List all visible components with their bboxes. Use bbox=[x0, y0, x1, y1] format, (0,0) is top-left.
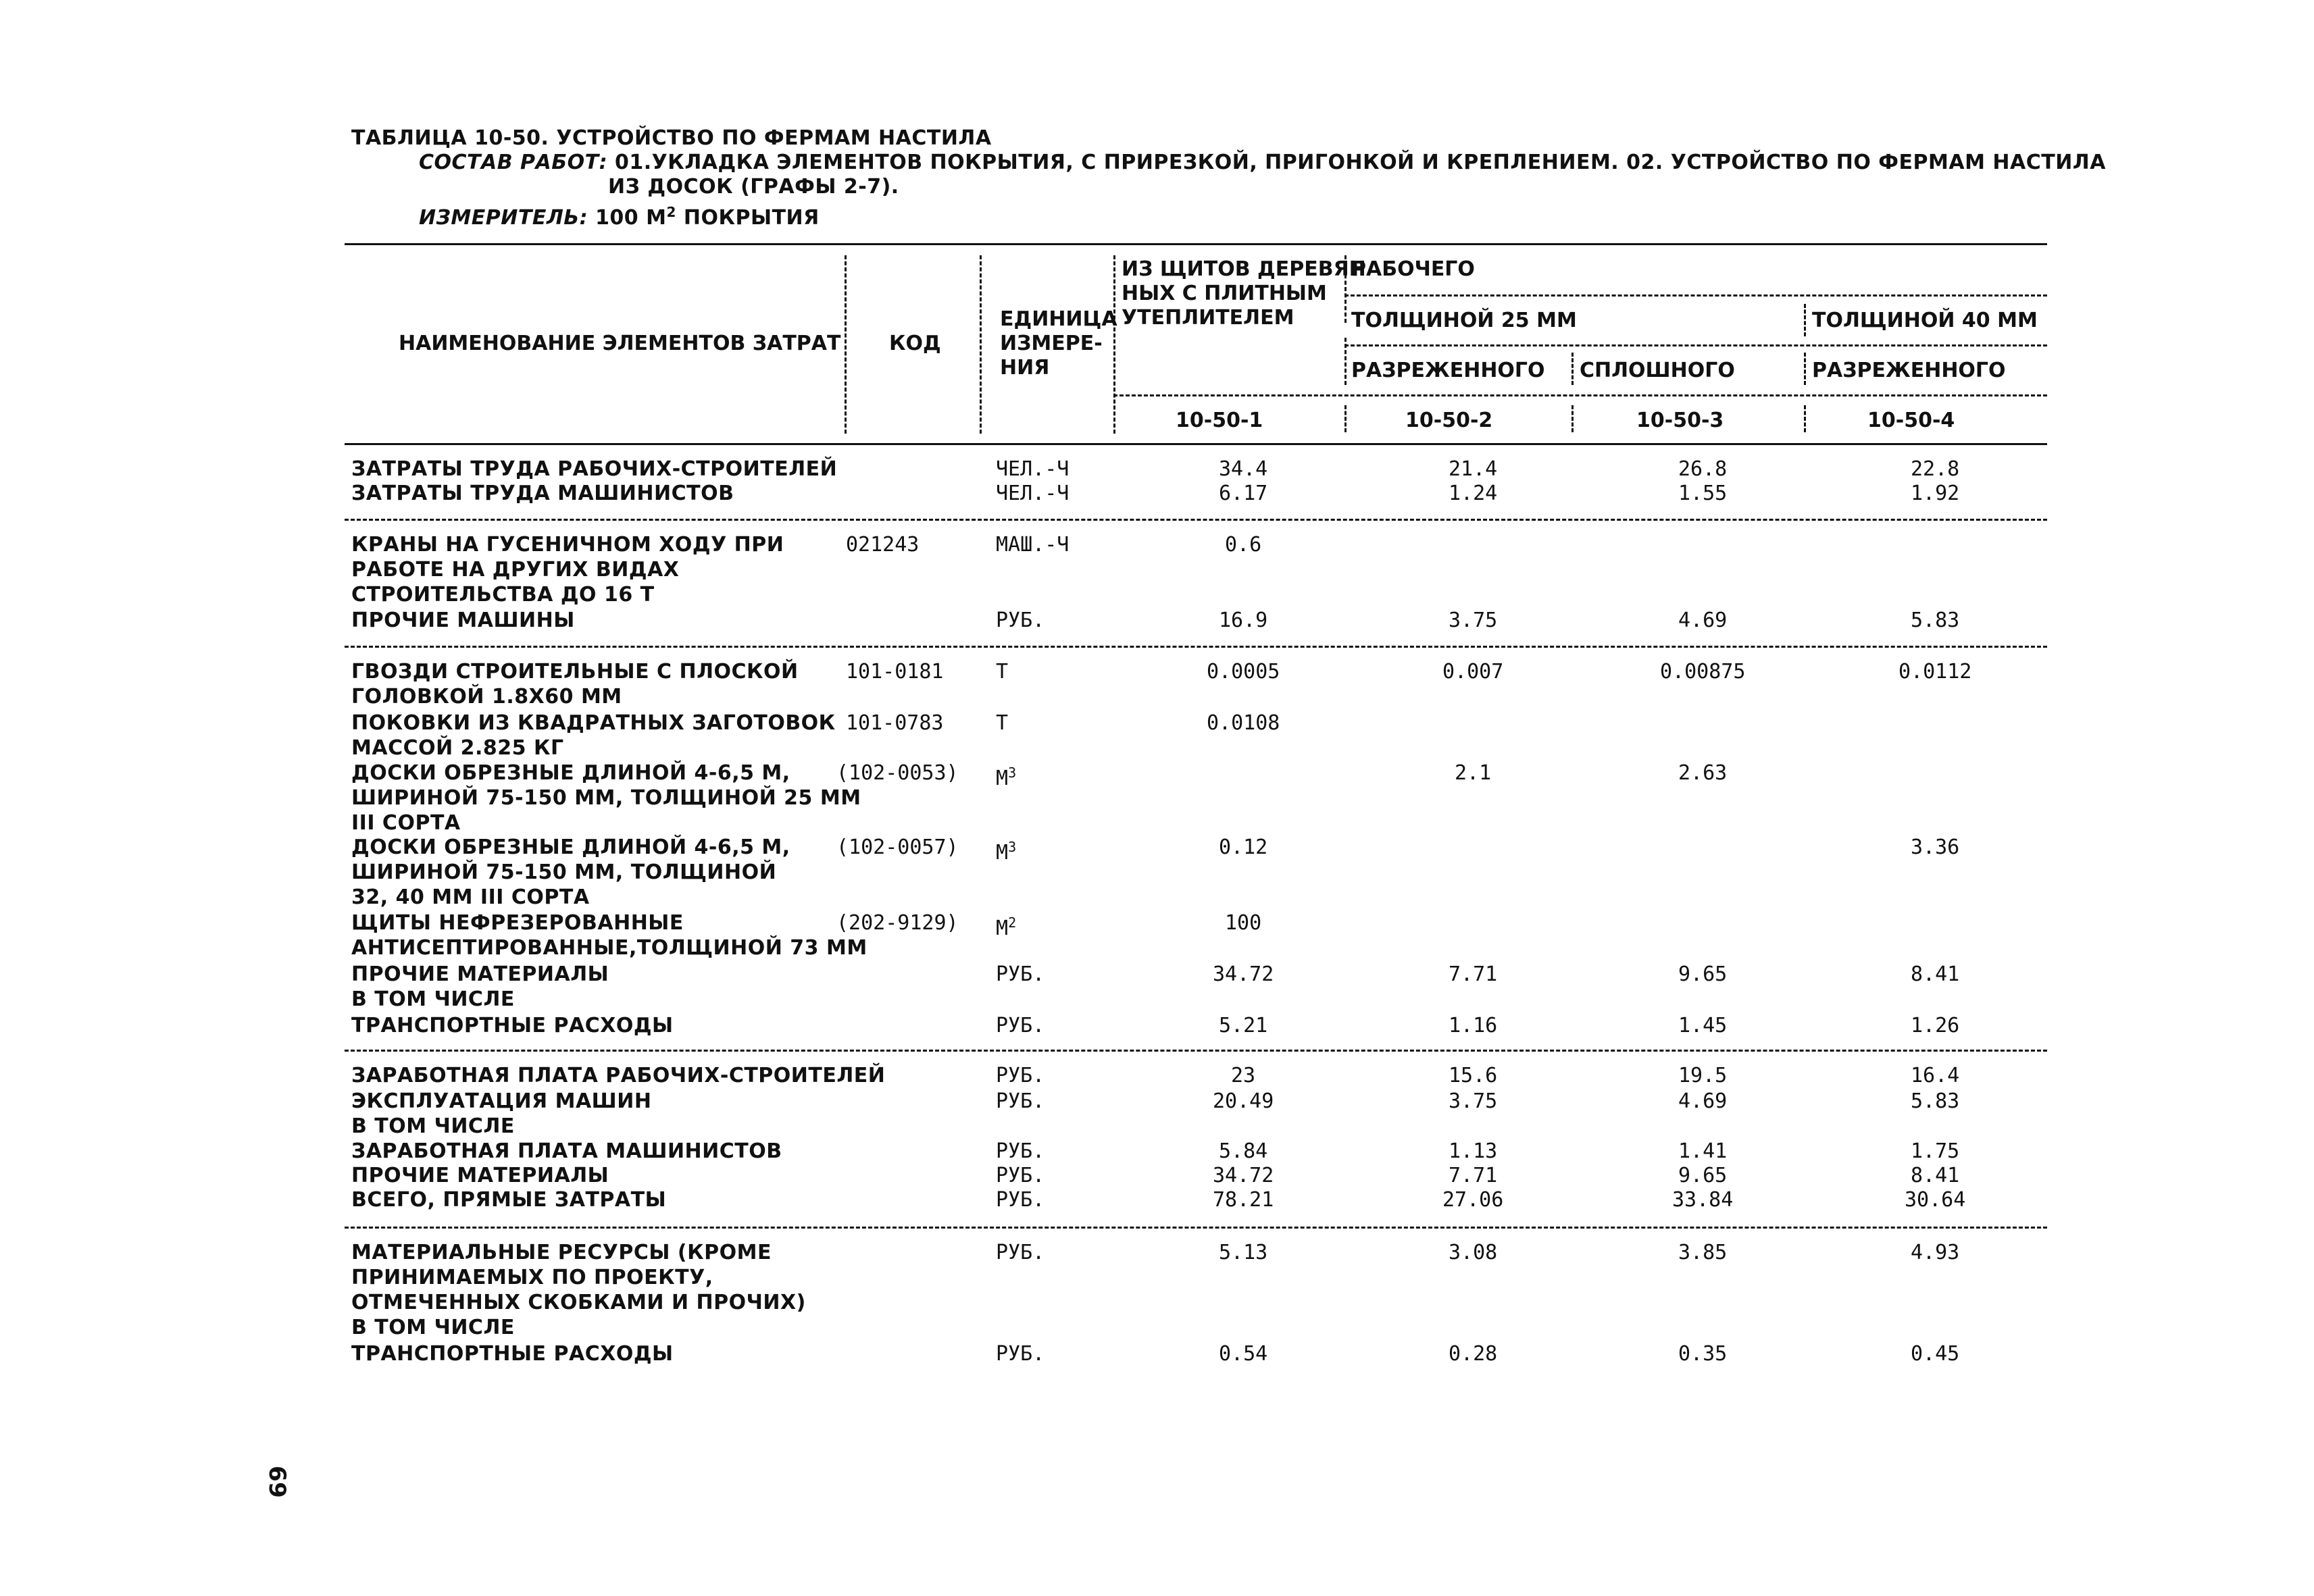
row-unit-text: РУБ. bbox=[996, 1342, 1045, 1366]
row-unit bbox=[996, 1063, 1045, 1088]
row-value-col-1: 0.54 bbox=[1219, 1342, 1268, 1366]
row-value-col-1: 5.84 bbox=[1219, 1139, 1268, 1163]
row-value-col-3: 9.65 bbox=[1678, 1164, 1728, 1187]
row-value-col-4: 3.36 bbox=[1911, 835, 1960, 859]
row-unit-text: РУБ. bbox=[996, 609, 1045, 632]
row-value-col-2: 7.71 bbox=[1449, 962, 1498, 986]
row-name-line: ЗАТРАТЫ ТРУДА РАБОЧИХ-СТРОИТЕЛЕЙ bbox=[351, 457, 838, 481]
row-value-col-4: 22.8 bbox=[1911, 457, 1960, 481]
header-sep-unit bbox=[980, 255, 982, 434]
row-unit-text: Т bbox=[996, 711, 1009, 735]
row-code: 021243 bbox=[846, 533, 920, 557]
row-value-col-2: 2.1 bbox=[1455, 761, 1492, 785]
row-name-line: ГОЛОВКОЙ 1.8Х60 ММ bbox=[351, 685, 622, 709]
meter-sup: 2 bbox=[666, 204, 676, 220]
row-name-line: ТРАНСПОРТНЫЕ РАСХОДЫ bbox=[351, 1342, 674, 1366]
row-name-line: РАБОТЕ НА ДРУГИХ ВИДАХ bbox=[351, 558, 680, 582]
row-unit bbox=[996, 457, 1069, 482]
row-name-line: ПРОЧИЕ МАТЕРИАЛЫ bbox=[351, 1164, 609, 1187]
row-value-col-4: 5.83 bbox=[1911, 609, 1960, 632]
row-value-col-1: 16.9 bbox=[1219, 609, 1268, 632]
row-value-col-1: 0.0005 bbox=[1207, 660, 1280, 684]
row-unit bbox=[996, 711, 1008, 736]
row-value-col-4: 1.26 bbox=[1911, 1014, 1960, 1037]
row-value-col-2: 27.06 bbox=[1442, 1188, 1504, 1212]
section-rule-4 bbox=[345, 1227, 2047, 1229]
row-name-line: ЩИТЫ НЕФРЕЗЕРОВАННЫЕ bbox=[351, 911, 684, 935]
row-unit-text: М bbox=[996, 841, 1009, 865]
row-name-line: ПОКОВКИ ИЗ КВАДРАТНЫХ ЗАГОТОВОК bbox=[351, 711, 836, 735]
row-name-line: ЗАТРАТЫ ТРУДА МАШИНИСТОВ bbox=[351, 482, 734, 505]
work-composition bbox=[419, 150, 2106, 175]
row-value-col-4: 30.64 bbox=[1905, 1188, 1966, 1212]
row-value-col-1: 0.0108 bbox=[1207, 711, 1280, 735]
header-sep-c4 bbox=[1804, 405, 1806, 432]
row-value-col-2: 0.007 bbox=[1442, 660, 1504, 684]
row-value-col-3: 2.63 bbox=[1678, 761, 1728, 785]
row-value-col-2: 1.16 bbox=[1449, 1014, 1498, 1037]
row-value-col-4: 0.45 bbox=[1911, 1342, 1960, 1366]
row-unit-text: РУБ. bbox=[996, 1014, 1045, 1037]
row-name-line: 32, 40 ММ III СОРТА bbox=[351, 885, 590, 909]
header-sep-code bbox=[845, 255, 847, 434]
row-value-col-2: 21.4 bbox=[1449, 457, 1498, 481]
header-thick40: ТОЛЩИНОЙ 40 ММ bbox=[1812, 309, 2038, 332]
row-value-col-3: 1.41 bbox=[1678, 1139, 1728, 1163]
header-col1-2: НЫХ С ПЛИТНЫМ bbox=[1122, 282, 1327, 305]
row-name-line: ГВОЗДИ СТРОИТЕЛЬНЫЕ С ПЛОСКОЙ bbox=[351, 660, 799, 684]
row-code: (102-0057) bbox=[836, 835, 959, 859]
row-value-col-2: 1.13 bbox=[1449, 1139, 1498, 1163]
header-code-2: 10-50-2 bbox=[1405, 409, 1493, 432]
row-value-col-1: 5.13 bbox=[1219, 1241, 1268, 1264]
row-unit-text: РУБ. bbox=[996, 1164, 1045, 1187]
row-unit bbox=[996, 1240, 1045, 1265]
header-col1-1: ИЗ ЩИТОВ ДЕРЕВЯН bbox=[1122, 257, 1366, 281]
header-code-3: 10-50-3 bbox=[1636, 409, 1724, 432]
row-unit-text: РУБ. bbox=[996, 962, 1045, 986]
row-value-col-1: 34.72 bbox=[1213, 1164, 1274, 1187]
row-unit bbox=[996, 608, 1045, 633]
header-sub-rule-1 bbox=[1344, 294, 2047, 297]
row-unit bbox=[996, 761, 1016, 791]
row-name-line: ОТМЕЧЕННЫХ СКОБКАМИ И ПРОЧИХ) bbox=[351, 1291, 806, 1314]
row-name-line: ШИРИНОЙ 75-150 ММ, ТОЛЩИНОЙ 25 ММ bbox=[351, 786, 861, 810]
row-name-line: ТРАНСПОРТНЫЕ РАСХОДЫ bbox=[351, 1014, 674, 1037]
row-value-col-1: 5.21 bbox=[1219, 1014, 1268, 1037]
header-unit-3: НИЯ bbox=[1000, 356, 1050, 380]
row-value-col-2: 7.71 bbox=[1449, 1164, 1498, 1187]
row-name-line: МАССОЙ 2.825 КГ bbox=[351, 736, 564, 760]
row-unit bbox=[996, 481, 1069, 506]
header-sep-solid bbox=[1571, 353, 1574, 385]
row-unit bbox=[996, 659, 1008, 684]
row-value-col-2: 1.24 bbox=[1449, 482, 1498, 505]
header-worker: РАБОЧЕГО bbox=[1351, 257, 1475, 281]
row-name-line: ПРОЧИЕ МАТЕРИАЛЫ bbox=[351, 962, 609, 986]
header-sep-c3 bbox=[1571, 405, 1574, 432]
row-unit bbox=[996, 962, 1045, 987]
row-unit-text: РУБ. bbox=[996, 1188, 1045, 1212]
row-unit-text: РУБ. bbox=[996, 1089, 1045, 1113]
row-value-col-1: 34.72 bbox=[1213, 962, 1274, 986]
row-value-col-3: 1.55 bbox=[1678, 482, 1728, 505]
header-sep-40 bbox=[1804, 304, 1806, 336]
row-value-col-2: 3.75 bbox=[1449, 1089, 1498, 1113]
row-name-line: ДОСКИ ОБРЕЗНЫЕ ДЛИНОЙ 4-6,5 М, bbox=[351, 761, 790, 785]
row-code: (202-9129) bbox=[836, 911, 959, 935]
row-value-col-1: 23 bbox=[1231, 1064, 1256, 1087]
header-sep-c2 bbox=[1344, 405, 1347, 432]
row-unit bbox=[996, 1187, 1045, 1212]
row-value-col-4: 16.4 bbox=[1911, 1064, 1960, 1087]
row-value-col-3: 33.84 bbox=[1672, 1188, 1734, 1212]
meter bbox=[419, 200, 820, 230]
row-value-col-3: 4.69 bbox=[1678, 1089, 1728, 1113]
row-unit bbox=[996, 835, 1016, 865]
row-name-line: АНТИСЕПТИРОВАННЫЕ,ТОЛЩИНОЙ 73 ММ bbox=[351, 936, 867, 960]
work-text-1: 01.УКЛАДКА ЭЛЕМЕНТОВ ПОКРЫТИЯ, С ПРИРЕЗКОЙ, ПРИГОНКОЙ И КРЕПЛЕНИЕМ. 02. УСТРОЙСТВО ПО ФЕРМАМ НАСТИЛА bbox=[615, 151, 2106, 174]
row-unit-text: РУБ. bbox=[996, 1139, 1045, 1163]
row-name-line: ШИРИНОЙ 75-150 ММ, ТОЛЩИНОЙ bbox=[351, 860, 777, 884]
section-rule-3 bbox=[345, 1050, 2047, 1052]
table-title: ТАБЛИЦА 10-50. УСТРОЙСТВО ПО ФЕРМАМ НАСТИЛА bbox=[351, 126, 992, 150]
header-thick25: ТОЛЩИНОЙ 25 ММ bbox=[1351, 309, 1577, 332]
row-value-col-4: 1.92 bbox=[1911, 482, 1960, 505]
row-name-line: В ТОМ ЧИСЛЕ bbox=[351, 1316, 515, 1339]
row-name-line: III СОРТА bbox=[351, 811, 461, 835]
row-value-col-4: 5.83 bbox=[1911, 1089, 1960, 1113]
header-unit-1: ЕДИНИЦА bbox=[1000, 307, 1117, 331]
row-value-col-3: 0.35 bbox=[1678, 1342, 1728, 1366]
row-value-col-3: 9.65 bbox=[1678, 962, 1728, 986]
work-text-2: ИЗ ДОСОК (ГРАФЫ 2-7). bbox=[608, 175, 899, 199]
row-unit bbox=[996, 1163, 1045, 1188]
header-code: КОД bbox=[889, 332, 941, 355]
row-name-line: ПРОЧИЕ МАШИНЫ bbox=[351, 609, 575, 632]
row-unit-text: М bbox=[996, 767, 1009, 790]
row-unit-sup: 3 bbox=[1008, 839, 1017, 855]
row-name-line: ПРИНИМАЕМЫХ ПО ПРОЕКТУ, bbox=[351, 1266, 713, 1289]
row-value-col-1: 0.6 bbox=[1225, 533, 1262, 557]
section-rule-2 bbox=[345, 646, 2047, 648]
row-unit-text: РУБ. bbox=[996, 1241, 1045, 1264]
header-sub-rule-3 bbox=[1113, 394, 2047, 396]
header-sparse-2: РАЗРЕЖЕННОГО bbox=[1812, 359, 2006, 382]
row-value-col-2: 3.75 bbox=[1449, 609, 1498, 632]
header-name: НАИМЕНОВАНИЕ ЭЛЕМЕНТОВ ЗАТРАТ bbox=[399, 332, 841, 355]
header-sparse-1: РАЗРЕЖЕННОГО bbox=[1351, 359, 1545, 382]
row-name-line: ЗАРАБОТНАЯ ПЛАТА МАШИНИСТОВ bbox=[351, 1139, 782, 1163]
row-unit bbox=[996, 532, 1069, 557]
row-value-col-1: 78.21 bbox=[1213, 1188, 1274, 1212]
row-name-line: ВСЕГО, ПРЯМЫЕ ЗАТРАТЫ bbox=[351, 1188, 667, 1212]
row-value-col-4: 1.75 bbox=[1911, 1139, 1960, 1163]
row-unit-sup: 2 bbox=[1008, 915, 1017, 931]
row-name-line: ЭКСПЛУАТАЦИЯ МАШИН bbox=[351, 1089, 652, 1113]
header-code-4: 10-50-4 bbox=[1867, 409, 1955, 432]
row-value-col-4: 8.41 bbox=[1911, 1164, 1960, 1187]
section-rule-1 bbox=[345, 519, 2047, 521]
header-bottom-rule bbox=[345, 443, 2047, 445]
row-unit-sup: 3 bbox=[1008, 765, 1017, 781]
header-col1-3: УТЕПЛИТЕЛЕМ bbox=[1122, 306, 1294, 330]
row-name-line: СТРОИТЕЛЬСТВА ДО 16 Т bbox=[351, 583, 655, 607]
row-value-col-3: 26.8 bbox=[1678, 457, 1728, 481]
row-value-col-1: 100 bbox=[1225, 911, 1262, 935]
row-value-col-2: 3.08 bbox=[1449, 1241, 1498, 1264]
row-name-line: КРАНЫ НА ГУСЕНИЧНОМ ХОДУ ПРИ bbox=[351, 533, 784, 557]
row-value-col-2: 15.6 bbox=[1449, 1064, 1498, 1087]
meter-label: ИЗМЕРИТЕЛЬ: bbox=[419, 206, 588, 230]
row-value-col-3: 3.85 bbox=[1678, 1241, 1728, 1264]
row-value-col-3: 0.00875 bbox=[1660, 660, 1746, 684]
row-value-col-3: 4.69 bbox=[1678, 609, 1728, 632]
row-unit-text: Т bbox=[996, 660, 1009, 684]
row-unit-text: РУБ. bbox=[996, 1064, 1045, 1087]
row-unit-text: МАШ.-Ч bbox=[996, 533, 1070, 557]
row-name-line: МАТЕРИАЛЬНЫЕ РЕСУРСЫ (КРОМЕ bbox=[351, 1241, 772, 1264]
row-value-col-4: 8.41 bbox=[1911, 962, 1960, 986]
meter-text: 100 М bbox=[595, 206, 667, 230]
header-unit-2: ИЗМЕРЕ- bbox=[1000, 332, 1103, 355]
row-unit-text: ЧЕЛ.-Ч bbox=[996, 457, 1070, 481]
row-value-col-1: 20.49 bbox=[1213, 1089, 1274, 1113]
row-value-col-2: 0.28 bbox=[1449, 1342, 1498, 1366]
row-value-col-4: 0.0112 bbox=[1898, 660, 1972, 684]
meter-tail: ПОКРЫТИЯ bbox=[683, 206, 820, 230]
header-code-1: 10-50-1 bbox=[1176, 409, 1263, 432]
work-label: СОСТАВ РАБОТ: bbox=[419, 151, 608, 174]
row-value-col-3: 19.5 bbox=[1678, 1064, 1728, 1087]
header-solid: СПЛОШНОГО bbox=[1580, 359, 1735, 382]
row-name-line: ДОСКИ ОБРЕЗНЫЕ ДЛИНОЙ 4-6,5 М, bbox=[351, 835, 790, 859]
row-unit bbox=[996, 1013, 1045, 1038]
header-sep-sparse2 bbox=[1804, 353, 1806, 385]
row-unit bbox=[996, 1089, 1045, 1114]
row-code: 101-0181 bbox=[846, 660, 944, 684]
table-top-rule bbox=[345, 243, 2047, 245]
row-value-col-4: 4.93 bbox=[1911, 1241, 1960, 1264]
row-value-col-1: 6.17 bbox=[1219, 482, 1268, 505]
header-sep-col1 bbox=[1113, 255, 1115, 434]
row-unit-text: М bbox=[996, 917, 1009, 940]
row-code: 101-0783 bbox=[846, 711, 944, 735]
row-unit-text: ЧЕЛ.-Ч bbox=[996, 482, 1070, 505]
row-unit bbox=[996, 1139, 1045, 1164]
row-value-col-3: 1.45 bbox=[1678, 1014, 1728, 1037]
row-value-col-1: 0.12 bbox=[1219, 835, 1268, 859]
row-name-line: В ТОМ ЧИСЛЕ bbox=[351, 1114, 515, 1138]
row-name-line: В ТОМ ЧИСЛЕ bbox=[351, 987, 515, 1011]
row-unit bbox=[996, 910, 1016, 941]
page-number: 69 bbox=[263, 1466, 291, 1499]
row-value-col-1: 34.4 bbox=[1219, 457, 1268, 481]
header-sub-rule-2 bbox=[1344, 344, 2047, 346]
row-unit bbox=[996, 1341, 1045, 1366]
row-name-line: ЗАРАБОТНАЯ ПЛАТА РАБОЧИХ-СТРОИТЕЛЕЙ bbox=[351, 1064, 886, 1087]
row-code: (102-0053) bbox=[836, 761, 959, 785]
